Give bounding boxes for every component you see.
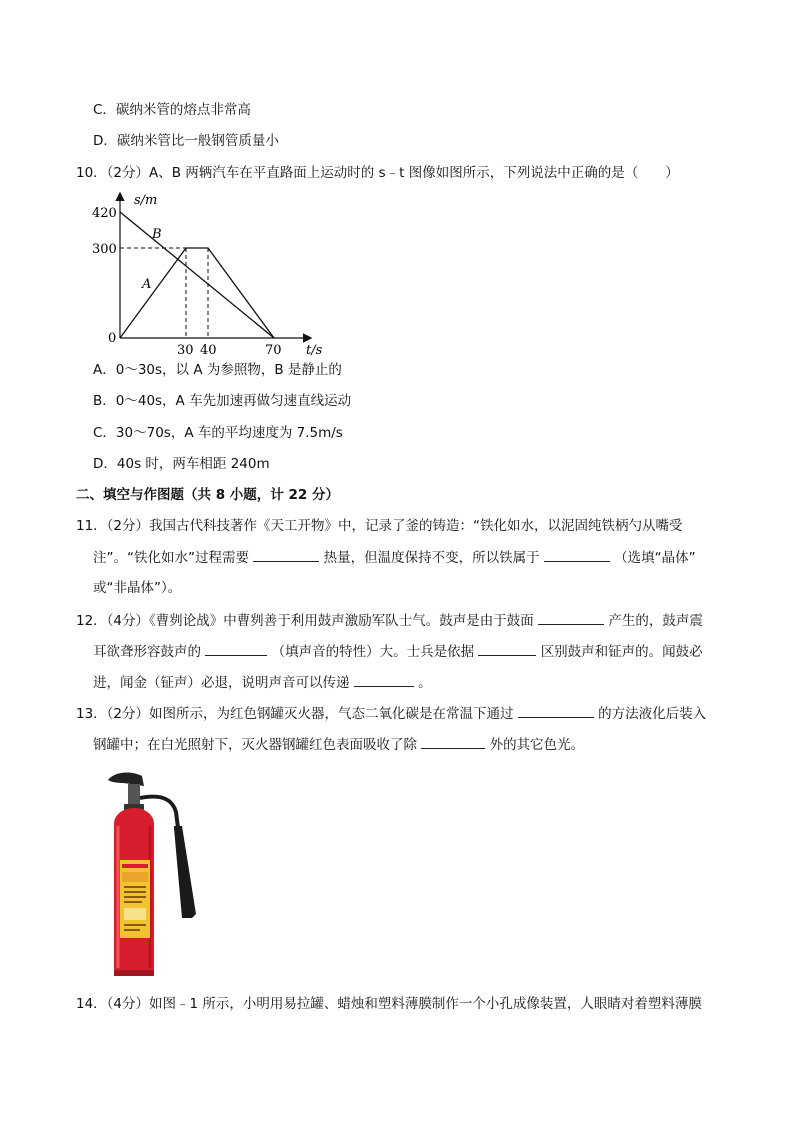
q12-line2: [93, 641, 703, 662]
q13-text-1b: 的方法液化后装入: [598, 706, 707, 722]
q11-text-a: 注”。“铁化如水”过程需要: [93, 550, 249, 566]
q11-line2: [93, 547, 696, 568]
q12-blank-1[interactable]: [538, 610, 604, 625]
extinguisher-label: [120, 860, 150, 938]
y-tick-300: 300: [92, 242, 117, 257]
q13-text-2b: 外的其它色光。: [489, 737, 585, 753]
x-tick-30: 30: [177, 343, 194, 358]
q12-blank-2[interactable]: [205, 641, 267, 656]
line-a: [120, 248, 274, 338]
extinguisher-valve: [128, 784, 140, 806]
q13-text-1a: 13．（2分）如图所示，为红色钢罐灭火器，气态二氧化碳是在常温下通过: [76, 706, 514, 722]
x-tick-70: 70: [265, 343, 282, 358]
q13-blank-1[interactable]: [518, 703, 594, 718]
q12-blank-4[interactable]: [354, 672, 414, 687]
q12-line3: [93, 672, 432, 693]
q11-blank-1[interactable]: [253, 547, 319, 562]
q12-blank-3[interactable]: [478, 641, 536, 656]
fire-extinguisher-image: [100, 768, 212, 980]
q13-line1: [76, 703, 706, 724]
extinguisher-handle: [108, 773, 144, 786]
q10-option-d: D．40s 时，两车相距 240m: [93, 456, 270, 472]
q11-blank-2[interactable]: [544, 547, 610, 562]
q13-text-2a: 钢罐中；在白光照射下，灭火器钢罐红色表面吸收了除: [93, 737, 417, 753]
q12-text-2a: 耳欲聋形容鼓声的: [93, 644, 201, 660]
q14-line1: 14．（4分）如图﹣1 所示，小明用易拉罐、蜡烛和塑料薄膜制作一个小孔成像装置，人眼睛对着塑料薄膜: [76, 996, 702, 1012]
q10-stem: 10．（2分）A、B 两辆汽车在平直路面上运动时的 s﹣t 图像如图所示，下列说法中正确的是（ ）: [76, 165, 679, 181]
q11-line1: 11．（2分）我国古代科技著作《天工开物》中，记录了釜的铸造：“铁化如水，以泥固纯铁柄勺从嘴受: [76, 518, 683, 534]
q12-text-2b: （填声音的特性）大。士兵是依据: [271, 644, 475, 660]
q10-option-c: C．30～70s，A 车的平均速度为 7.5m/s: [93, 425, 343, 441]
q10-option-b: B．0～40s，A 车先加速再做匀速直线运动: [93, 393, 352, 409]
line-a-label: A: [142, 277, 152, 292]
line-b: [120, 212, 274, 338]
y-axis-label: s/m: [134, 193, 158, 208]
q11-line3: 或“非晶体”）。: [93, 580, 182, 596]
section-2-title: 二、填空与作图题（共 8 小题，计 22 分）: [76, 487, 339, 503]
q12-line1: [76, 610, 703, 631]
q12-text-1a: 12．（4分）《曹刿论战》中曹刿善于利用鼓声激励军队士气。鼓声是由于鼓面: [76, 613, 534, 629]
q10-option-a: A．0～30s，以 A 为参照物，B 是静止的: [93, 362, 342, 378]
st-graph: [88, 188, 338, 360]
q11-text-b: 热量，但温度保持不变，所以铁属于: [323, 550, 540, 566]
y-tick-420: 420: [92, 206, 117, 221]
q9-option-c: C．碳纳米管的熔点非常高: [93, 102, 251, 118]
q12-text-3b: 。: [418, 675, 432, 691]
q11-text-c: （选填“晶体”: [614, 550, 696, 566]
q13-blank-2[interactable]: [421, 734, 485, 749]
x-tick-40: 40: [200, 343, 217, 358]
q12-text-3a: 进，闻金（钲声）必退，说明声音可以传递: [93, 675, 350, 691]
line-b-label: B: [152, 227, 162, 242]
q12-text-2c: 区别鼓声和钲声的。闻鼓必: [540, 644, 703, 660]
q13-line2: [93, 734, 584, 755]
extinguisher-horn: [174, 826, 196, 918]
x-axis-label: t/s: [306, 343, 323, 358]
q9-option-d: D．碳纳米管比一般钢管质量小: [93, 133, 279, 149]
y-tick-0: 0: [108, 331, 117, 346]
q12-text-1b: 产生的，鼓声震: [608, 613, 703, 629]
